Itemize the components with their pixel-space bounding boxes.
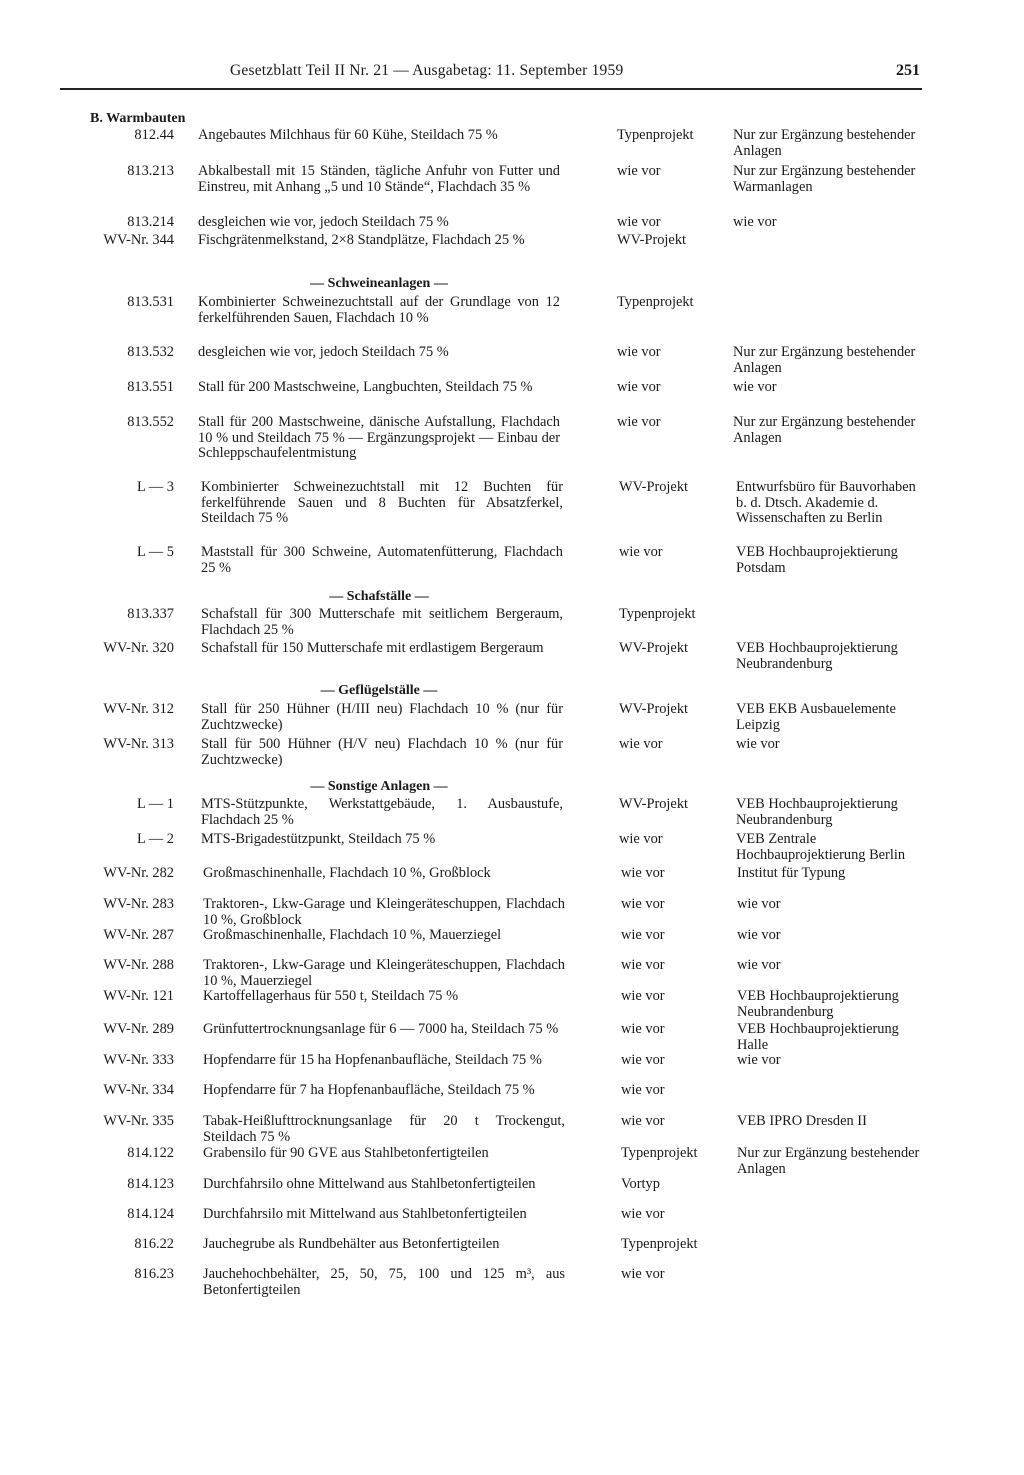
entry-number: 813.214 xyxy=(127,214,174,230)
entry-number: WV-Nr. 312 xyxy=(103,701,174,717)
entry-number: 813.213 xyxy=(127,163,174,179)
entry-description: Durchfahrsilo ohne Mittelwand aus Stahlbetonfertigteilen xyxy=(203,1176,536,1192)
entry-description: Hopfendarre für 7 ha Hopfenanbaufläche, Steildach 75 % xyxy=(203,1082,535,1098)
entry-number: 814.122 xyxy=(127,1145,174,1161)
entry-number: L — 1 xyxy=(136,796,174,812)
entry-remark: VEB IPRO Dresden II xyxy=(737,1113,867,1129)
entry-description: Großmaschinenhalle, Flachdach 10 %, Großblock xyxy=(203,865,491,881)
entry-number: WV-Nr. 288 xyxy=(103,957,174,973)
entry-project-type: Typenprojekt xyxy=(621,1145,698,1161)
entry-project-type: wie vor xyxy=(617,214,661,230)
entry-description: Stall für 200 Mastschweine, dänische Aufstallung, Flachdach 10 % und Steildach 75 % — Ergänzungsprojekt — Einbau der Schleppschaufelentmistung xyxy=(198,414,560,461)
entry-project-type: wie vor xyxy=(617,344,661,360)
entry-description: desgleichen wie vor, jedoch Steildach 75 % xyxy=(198,344,449,360)
entry-project-type: Typenprojekt xyxy=(619,606,696,622)
entry-remark: VEB Hochbauprojektierung Neubrandenburg xyxy=(736,640,898,672)
header-title: Gesetzblatt Teil II Nr. 21 — Ausgabetag: 11. September 1959 xyxy=(230,62,624,79)
entry-number: L — 5 xyxy=(136,544,174,560)
entry-description: Grabensilo für 90 GVE aus Stahlbetonfertigteilen xyxy=(203,1145,489,1161)
entry-number: 813.531 xyxy=(127,294,174,310)
entry-remark: wie vor xyxy=(733,379,777,395)
entry-description: Stall für 500 Hühner (H/V neu) Flachdach 10 % (nur für Zuchtzwecke) xyxy=(201,736,563,768)
entry-number: L — 3 xyxy=(136,479,174,495)
entry-project-type: wie vor xyxy=(617,379,661,395)
entry-project-type: WV-Projekt xyxy=(619,479,689,495)
entry-description: Stall für 200 Mastschweine, Langbuchten, Steildach 75 % xyxy=(198,379,533,395)
entry-number: 812.44 xyxy=(134,127,174,143)
entry-description: Kartoffellagerhaus für 550 t, Steildach 75 % xyxy=(203,988,459,1004)
entry-number: WV-Nr. 335 xyxy=(103,1113,174,1129)
entry-project-type: Typenprojekt xyxy=(617,294,694,310)
entry-project-type: wie vor xyxy=(621,988,665,1004)
entry-project-type: wie vor xyxy=(619,831,663,847)
page-number: 251 xyxy=(896,62,920,79)
entry-description: Großmaschinenhalle, Flachdach 10 %, Mauerziegel xyxy=(203,927,502,943)
entry-remark: Institut für Typung xyxy=(737,865,846,881)
entry-description: Maststall für 300 Schweine, Automatenfütterung, Flachdach 25 % xyxy=(201,544,563,576)
entry-number: WV-Nr. 344 xyxy=(103,232,174,248)
subsection-heading: — Geflügelställe — xyxy=(320,683,438,698)
entry-description: Tabak-Heißlufttrocknungsanlage für 20 t Trockengut, Steildach 75 % xyxy=(203,1113,565,1145)
entry-remark: VEB EKB Ausbauelemente Leipzig xyxy=(736,701,896,733)
entry-description: Angebautes Milchhaus für 60 Kühe, Steildach 75 % xyxy=(198,127,498,143)
entry-number: 813.552 xyxy=(127,414,174,430)
entry-project-type: wie vor xyxy=(621,1113,665,1129)
entry-project-type: wie vor xyxy=(621,1206,665,1222)
entry-remark: wie vor xyxy=(736,736,780,752)
subsection-heading: — Schweineanlagen — xyxy=(310,276,448,291)
entry-number: WV-Nr. 334 xyxy=(103,1082,174,1098)
entry-remark: VEB Hochbauprojektierung Potsdam xyxy=(736,544,898,576)
entry-number: WV-Nr. 313 xyxy=(103,736,174,752)
entry-project-type: wie vor xyxy=(617,163,661,179)
entry-remark: wie vor xyxy=(733,214,777,230)
entry-project-type: WV-Projekt xyxy=(617,232,687,248)
entry-description: MTS-Brigadestützpunkt, Steildach 75 % xyxy=(201,831,436,847)
subsection-heading: — Sonstige Anlagen — xyxy=(310,779,448,794)
entry-number: WV-Nr. 121 xyxy=(103,988,174,1004)
entry-project-type: wie vor xyxy=(621,896,665,912)
entry-number: 813.551 xyxy=(127,379,174,395)
entry-description: Jauchehochbehälter, 25, 50, 75, 100 und 125 m³, aus Betonfertigteilen xyxy=(203,1266,565,1298)
entry-remark: Entwurfsbüro für Bauvorhaben b. d. Dtsch. Akademie d. Wissenschaften zu Berlin xyxy=(736,479,916,526)
entry-number: 814.124 xyxy=(127,1206,174,1222)
entry-description: Durchfahrsilo mit Mittelwand aus Stahlbetonfertigteilen xyxy=(203,1206,527,1222)
entry-remark: Nur zur Ergänzung bestehender Anlagen xyxy=(733,127,916,159)
entry-number: WV-Nr. 283 xyxy=(103,896,174,912)
entry-project-type: wie vor xyxy=(621,957,665,973)
entry-project-type: WV-Projekt xyxy=(619,796,689,812)
entry-description: Grünfuttertrocknungsanlage für 6 — 7000 ha, Steildach 75 % xyxy=(203,1021,559,1037)
entry-project-type: wie vor xyxy=(621,1021,665,1037)
entry-description: Traktoren-, Lkw-Garage und Kleingeräteschuppen, Flachdach 10 %, Großblock xyxy=(203,896,565,928)
entry-project-type: wie vor xyxy=(621,865,665,881)
entry-description: desgleichen wie vor, jedoch Steildach 75 % xyxy=(198,214,449,230)
entry-project-type: Vortyp xyxy=(621,1176,660,1192)
entry-project-type: wie vor xyxy=(619,736,663,752)
entry-remark: wie vor xyxy=(737,896,781,912)
entry-project-type: WV-Projekt xyxy=(619,640,689,656)
subsection-heading: — Schafställe — xyxy=(329,589,429,604)
entry-remark: VEB Hochbauprojektierung Neubrandenburg xyxy=(737,988,899,1020)
entry-description: Kombinierter Schweinezuchtstall auf der Grundlage von 12 ferkelführenden Sauen, Flachdach 10 % xyxy=(198,294,560,326)
entry-number: 813.532 xyxy=(127,344,174,360)
entry-remark: wie vor xyxy=(737,927,781,943)
entry-project-type: wie vor xyxy=(621,927,665,943)
entry-description: Jauchegrube als Rundbehälter aus Betonfertigteilen xyxy=(203,1236,500,1252)
entry-remark: VEB Hochbauprojektierung Neubrandenburg xyxy=(736,796,898,828)
entry-project-type: Typenprojekt xyxy=(617,127,694,143)
entry-description: Abkalbestall mit 15 Ständen, tägliche Anfuhr von Futter und Einstreu, mit Anhang „5 und 10 Stände“, Flachdach 35 % xyxy=(198,163,560,195)
entry-remark: wie vor xyxy=(737,957,781,973)
entry-description: Fischgrätenmelkstand, 2×8 Standplätze, Flachdach 25 % xyxy=(198,232,525,248)
entry-remark: wie vor xyxy=(737,1052,781,1068)
entry-number: WV-Nr. 287 xyxy=(103,927,174,943)
entry-project-type: wie vor xyxy=(621,1052,665,1068)
entry-number: WV-Nr. 333 xyxy=(103,1052,174,1068)
entry-project-type: Typenprojekt xyxy=(621,1236,698,1252)
entry-remark: Nur zur Ergänzung bestehender Anlagen xyxy=(737,1145,920,1177)
entry-description: Kombinierter Schweinezuchtstall mit 12 Buchten für ferkelführende Sauen und 8 Buchten für Absatzferkel, Steildach 75 % xyxy=(201,479,563,526)
entry-description: Schafstall für 300 Mutterschafe mit seitlichem Bergeraum, Flachdach 25 % xyxy=(201,606,563,638)
entry-remark: Nur zur Ergänzung bestehender Warmanlagen xyxy=(733,163,916,195)
entry-remark: Nur zur Ergänzung bestehender Anlagen xyxy=(733,414,916,446)
entry-number: WV-Nr. 320 xyxy=(103,640,174,656)
entry-number: 813.337 xyxy=(127,606,174,622)
entry-number: WV-Nr. 282 xyxy=(103,865,174,881)
entry-description: MTS-Stützpunkte, Werkstattgebäude, 1. Ausbaustufe, Flachdach 25 % xyxy=(201,796,563,828)
entry-description: Hopfendarre für 15 ha Hopfenanbaufläche, Steildach 75 % xyxy=(203,1052,542,1068)
entry-project-type: wie vor xyxy=(619,544,663,560)
entry-remark: VEB Zentrale Hochbauprojektierung Berlin xyxy=(736,831,906,863)
entry-project-type: wie vor xyxy=(617,414,661,430)
entry-remark: Nur zur Ergänzung bestehender Anlagen xyxy=(733,344,916,376)
entry-number: 816.22 xyxy=(134,1236,174,1252)
entry-project-type: wie vor xyxy=(621,1082,665,1098)
entry-description: Schafstall für 150 Mutterschafe mit erdlastigem Bergeraum xyxy=(201,640,544,656)
entry-number: 816.23 xyxy=(134,1266,174,1282)
entry-number: L — 2 xyxy=(136,831,174,847)
entry-remark: VEB Hochbauprojektierung Halle xyxy=(737,1021,899,1053)
section-heading: B. Warmbauten xyxy=(90,111,186,126)
entry-description: Stall für 250 Hühner (H/III neu) Flachdach 10 % (nur für Zuchtzwecke) xyxy=(201,701,563,733)
entry-number: 814.123 xyxy=(127,1176,174,1192)
entry-description: Traktoren-, Lkw-Garage und Kleingeräteschuppen, Flachdach 10 %, Mauerziegel xyxy=(203,957,565,989)
entry-project-type: wie vor xyxy=(621,1266,665,1282)
entry-project-type: WV-Projekt xyxy=(619,701,689,717)
entry-number: WV-Nr. 289 xyxy=(103,1021,174,1037)
